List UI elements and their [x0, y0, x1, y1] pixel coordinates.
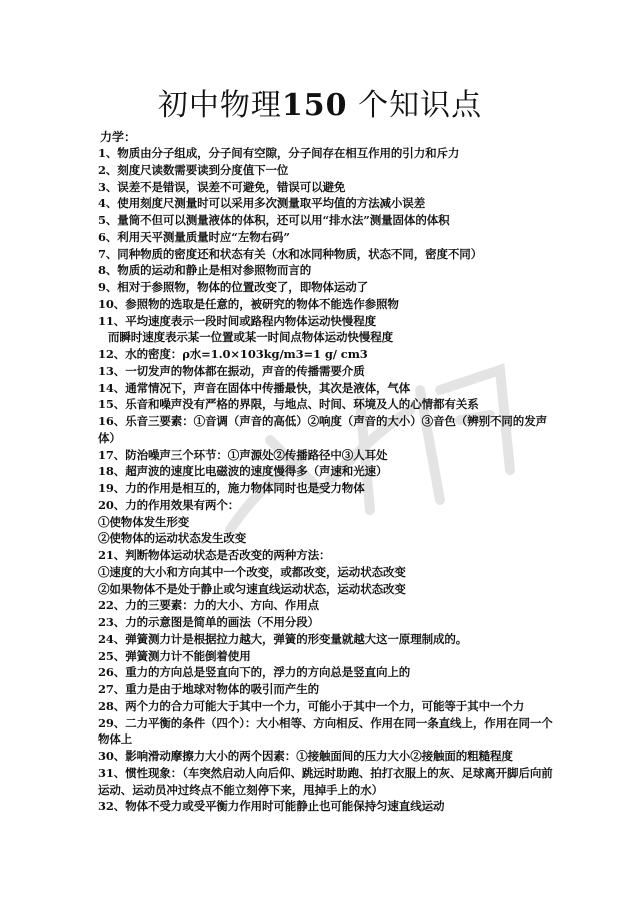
list-line-continuation: 物体上 — [98, 732, 133, 747]
list-line: 2、刻度尺读数需要读到分度值下一位 — [98, 162, 289, 177]
list-line: 27、重力是由于地球对物体的吸引而产生的 — [98, 682, 320, 696]
list-line: 18、超声波的速度比电磁波的速度慢得多（声速和光速） — [98, 464, 388, 479]
list-line: 8、物质的运动和静止是相对参照物而言的 — [98, 263, 312, 278]
list-line-continuation: 运动、运动员冲过终点不能立刻停下来，甩掉手上的水） — [98, 782, 383, 797]
list-line: 5、量筒不但可以测量液体的体积，还可以用“排水法”测量固体的体积 — [98, 213, 450, 227]
list-line: 1、物质由分子组成，分子间有空隙，分子间存在相互作用的引力和斥力 — [98, 146, 460, 160]
list-line: 12、水的密度：ρ水=1.0×103kg/m3=1 g/ cm3 — [98, 347, 368, 361]
list-line: 32、物体不受力或受平衡力作用时可能静止也可能保持匀速直线运动 — [98, 799, 445, 814]
page-title — [0, 86, 640, 126]
list-line: 24、弹簧测力计是根据拉力越大，弹簧的形变量就越大这一原理制成的。 — [98, 631, 468, 646]
list-line: 7、同种物质的密度还和状态有关（水和冰同种物质，状态不同，密度不同） — [98, 246, 483, 261]
list-line: 28、两个力的合力可能大于其中一个力，可能小于其中一个力，可能等于其中一个力 — [98, 698, 525, 713]
list-line: 19、力的作用是相互的，施力物体同时也是受力物体 — [98, 481, 365, 495]
title-prefix: 初中物理 — [157, 88, 282, 123]
section-label-mechanics: 力学： — [100, 130, 137, 144]
list-line: 23、力的示意图是简单的画法（不用分段） — [98, 615, 320, 629]
list-line: 3、误差不是错误，误差不可避免，错误可以避免 — [98, 179, 346, 194]
list-line: ①速度的大小和方向其中一个改变，或都改变，运动状态改变 — [98, 564, 406, 579]
list-line-continuation: 体） — [98, 430, 121, 445]
list-line: 25、弹簧测力计不能倒着使用 — [98, 648, 251, 663]
list-line: 11、平均速度表示一段时间或路程内物体运动快慢程度 — [98, 313, 377, 328]
list-line: 31、惯性现象：（车突然启动人向后仰、跳远时助跑、拍打衣服上的灰、足球离开脚后向前 — [98, 765, 553, 780]
list-line-continuation: 而瞬时速度表示某一位置或某一时间点物体运动快慢程度 — [108, 330, 393, 345]
list-line: 20、力的作用效果有两个： — [98, 497, 240, 512]
list-line: ②使物体的运动状态发生改变 — [98, 531, 247, 546]
list-line: 14、通常情况下，声音在固体中传播最快，其次是液体，气体 — [98, 380, 411, 395]
list-line: 4、使用刻度尺测量时可以采用多次测量取平均值的方法减小误差 — [98, 196, 426, 211]
list-line: 17、防治噪声三个环节：①声源处②传播路径中③人耳处 — [98, 447, 388, 462]
title-suffix: 个知识点 — [358, 88, 483, 123]
list-line: 16、乐音三要素：①音调（声音的高低）②响度（声音的大小）③音色（辨别不同的发声 — [98, 414, 547, 428]
list-line: 15、乐音和噪声没有严格的界限，与地点、时间、环境及人的心情都有关系 — [98, 397, 479, 412]
list-line: ②如果物体不是处于静止或匀速直线运动状态，运动状态改变 — [98, 581, 406, 596]
list-line: 30、影响滑动摩擦力大小的两个因素：①接触面间的压力大小②接触面的粗糙程度 — [98, 749, 513, 763]
knowledge-list — [98, 145, 553, 815]
list-line: 9、相对于参照物，物体的位置改变了，即物体运动了 — [98, 280, 369, 294]
list-line: 29、二力平衡的条件（四个）：大小相等、方向相反、作用在同一条直线上，作用在同一个 — [98, 715, 553, 730]
list-line: 22、力的三要素：力的大小、方向、作用点 — [98, 598, 320, 613]
list-line: ①使物体发生形变 — [98, 514, 190, 529]
list-line: 13、一切发声的物体都在振动，声音的传播需要介质 — [98, 363, 365, 378]
list-line: 21、判断物体运动状态是否改变的两种方法： — [98, 548, 331, 562]
list-line: 6、利用天平测量质量时应“左物右码” — [98, 229, 290, 244]
title-number: 150 — [281, 88, 348, 123]
list-line: 26、重力的方向总是竖直向下的，浮力的方向总是竖直向上的 — [98, 665, 411, 680]
list-line: 10、参照物的选取是任意的，被研究的物体不能选作参照物 — [98, 296, 399, 311]
